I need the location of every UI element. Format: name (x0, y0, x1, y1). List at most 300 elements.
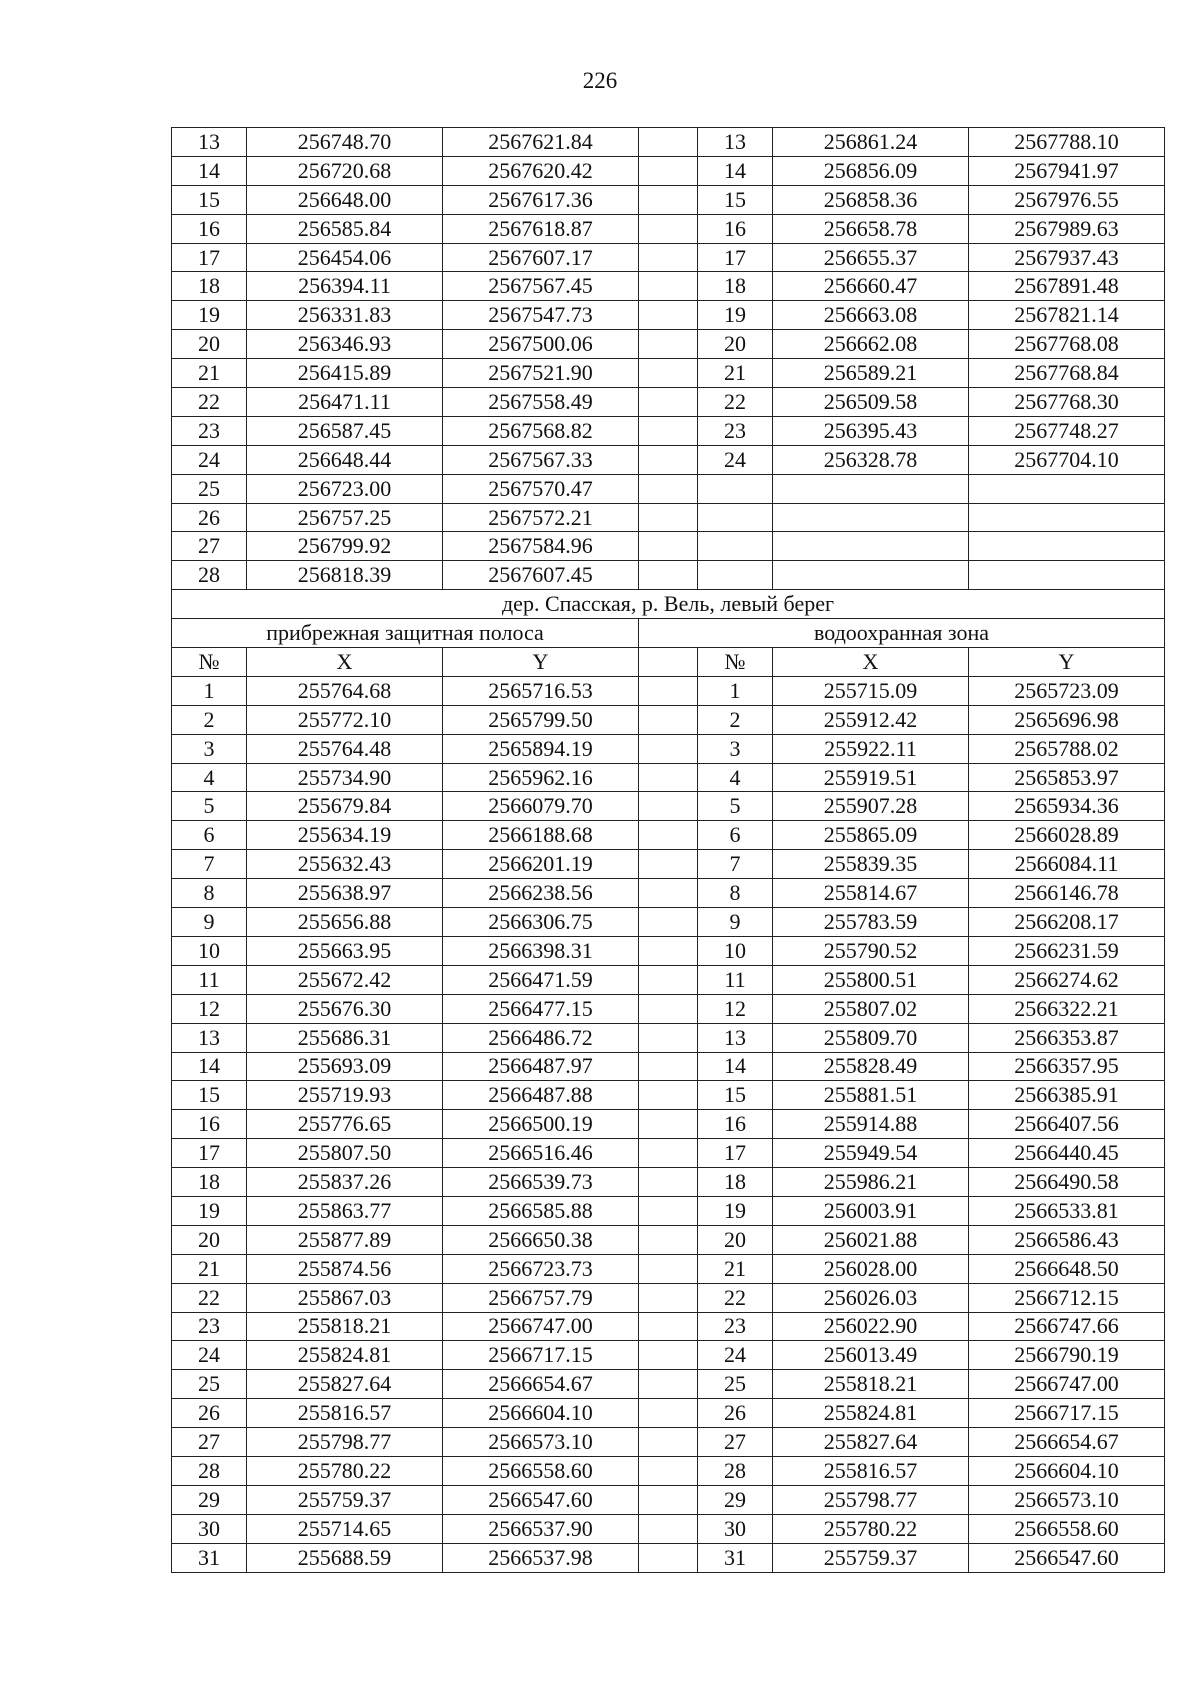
table-row (172, 1254, 1165, 1283)
right-y-coordinate: 2566747.66 (969, 1312, 1165, 1341)
left-point-number: 14 (172, 1052, 247, 1081)
left-x-coordinate: 255656.88 (247, 908, 443, 937)
right-point-number: 29 (698, 1485, 773, 1514)
table-row (172, 359, 1165, 388)
left-x-coordinate: 255693.09 (247, 1052, 443, 1081)
left-x-header: X (247, 648, 443, 677)
right-point-number: 20 (698, 1225, 773, 1254)
table-row (172, 763, 1165, 792)
right-y-coordinate: 2567941.97 (969, 156, 1165, 185)
spacer-cell (639, 128, 698, 157)
right-x-coordinate (773, 503, 969, 532)
right-y-coordinate: 2566547.60 (969, 1543, 1165, 1572)
spacer-cell (639, 1110, 698, 1139)
right-y-coordinate: 2565853.97 (969, 763, 1165, 792)
table-row (172, 1399, 1165, 1428)
right-point-number: 23 (698, 1312, 773, 1341)
left-x-coordinate: 255764.68 (247, 676, 443, 705)
spacer-cell (639, 416, 698, 445)
right-y-coordinate: 2566712.15 (969, 1283, 1165, 1312)
left-x-coordinate: 256723.00 (247, 474, 443, 503)
table-row (172, 532, 1165, 561)
right-y-coordinate: 2566490.58 (969, 1168, 1165, 1197)
table-row (172, 301, 1165, 330)
table-row (172, 705, 1165, 734)
right-point-number: 31 (698, 1543, 773, 1572)
table-row (172, 994, 1165, 1023)
left-point-number: 27 (172, 1428, 247, 1457)
left-x-coordinate: 255827.64 (247, 1370, 443, 1399)
left-no-header: № (172, 648, 247, 677)
left-x-coordinate: 255867.03 (247, 1283, 443, 1312)
left-point-number: 30 (172, 1514, 247, 1543)
spacer-cell (639, 1399, 698, 1428)
right-x-coordinate: 255839.35 (773, 850, 969, 879)
right-y-coordinate: 2567989.63 (969, 214, 1165, 243)
right-y-coordinate (969, 474, 1165, 503)
left-y-coordinate: 2567620.42 (443, 156, 639, 185)
left-point-number: 14 (172, 156, 247, 185)
left-y-coordinate: 2566717.15 (443, 1341, 639, 1370)
right-y-coordinate: 2566654.67 (969, 1428, 1165, 1457)
left-y-coordinate: 2566486.72 (443, 1023, 639, 1052)
table-row (172, 1456, 1165, 1485)
right-point-number: 26 (698, 1399, 773, 1428)
column-header-row (172, 648, 1165, 677)
right-point-number: 4 (698, 763, 773, 792)
table-row (172, 503, 1165, 532)
spacer-cell (639, 1168, 698, 1197)
right-x-coordinate: 256663.08 (773, 301, 969, 330)
right-point-number: 14 (698, 1052, 773, 1081)
left-x-coordinate: 255634.19 (247, 821, 443, 850)
left-x-coordinate: 255863.77 (247, 1196, 443, 1225)
left-x-coordinate: 255816.57 (247, 1399, 443, 1428)
right-y-coordinate: 2566353.87 (969, 1023, 1165, 1052)
table-row (172, 445, 1165, 474)
right-x-coordinate: 255783.59 (773, 908, 969, 937)
right-y-coordinate: 2566407.56 (969, 1110, 1165, 1139)
right-point-number: 3 (698, 734, 773, 763)
section-title-row (172, 590, 1165, 619)
left-x-coordinate: 255837.26 (247, 1168, 443, 1197)
spacer-cell (639, 1370, 698, 1399)
spacer-cell (639, 1023, 698, 1052)
left-x-coordinate: 255874.56 (247, 1254, 443, 1283)
right-x-coordinate: 256858.36 (773, 185, 969, 214)
right-point-number: 16 (698, 1110, 773, 1139)
left-y-coordinate: 2566650.38 (443, 1225, 639, 1254)
coordinates-table (171, 127, 1165, 1573)
left-y-coordinate: 2566398.31 (443, 936, 639, 965)
right-point-number: 7 (698, 850, 773, 879)
left-point-number: 12 (172, 994, 247, 1023)
spacer-cell (639, 734, 698, 763)
left-y-coordinate: 2567558.49 (443, 388, 639, 417)
left-y-coordinate: 2567572.21 (443, 503, 639, 532)
left-y-coordinate: 2566654.67 (443, 1370, 639, 1399)
spacer-cell (639, 243, 698, 272)
left-y-coordinate: 2566487.97 (443, 1052, 639, 1081)
right-y-coordinate: 2566586.43 (969, 1225, 1165, 1254)
left-y-coordinate: 2566547.60 (443, 1485, 639, 1514)
left-y-coordinate: 2566537.90 (443, 1514, 639, 1543)
left-point-number: 13 (172, 128, 247, 157)
right-y-coordinate: 2566604.10 (969, 1456, 1165, 1485)
right-x-coordinate: 256856.09 (773, 156, 969, 185)
right-x-coordinate: 255807.02 (773, 994, 969, 1023)
table-row (172, 1312, 1165, 1341)
left-point-number: 18 (172, 272, 247, 301)
table-row (172, 936, 1165, 965)
left-y-coordinate: 2566500.19 (443, 1110, 639, 1139)
left-y-coordinate: 2566537.98 (443, 1543, 639, 1572)
spacer-cell (639, 214, 698, 243)
table-row (172, 1341, 1165, 1370)
right-y-coordinate: 2567768.84 (969, 359, 1165, 388)
left-point-number: 31 (172, 1543, 247, 1572)
section2-body (172, 676, 1165, 1572)
right-x-coordinate: 255907.28 (773, 792, 969, 821)
right-y-coordinate: 2567748.27 (969, 416, 1165, 445)
left-x-coordinate: 255776.65 (247, 1110, 443, 1139)
left-y-coordinate: 2566188.68 (443, 821, 639, 850)
spacer-cell (639, 1485, 698, 1514)
right-point-number: 2 (698, 705, 773, 734)
spacer-cell (639, 763, 698, 792)
spacer-cell (639, 503, 698, 532)
left-point-number: 23 (172, 1312, 247, 1341)
table-row (172, 1428, 1165, 1457)
left-y-coordinate: 2567567.45 (443, 272, 639, 301)
right-x-coordinate: 255912.42 (773, 705, 969, 734)
table-row (172, 1543, 1165, 1572)
table-row (172, 388, 1165, 417)
zone-heading-row (172, 619, 1165, 648)
left-y-coordinate: 2567584.96 (443, 532, 639, 561)
left-x-coordinate: 256331.83 (247, 301, 443, 330)
right-point-number: 8 (698, 879, 773, 908)
spacer-cell (639, 1196, 698, 1225)
right-y-coordinate: 2566385.91 (969, 1081, 1165, 1110)
left-x-coordinate: 255663.95 (247, 936, 443, 965)
right-y-coordinate: 2566208.17 (969, 908, 1165, 937)
table-row (172, 879, 1165, 908)
right-no-header: № (698, 648, 773, 677)
right-point-number: 16 (698, 214, 773, 243)
section-title: дер. Спасская, р. Вель, левый берег (172, 590, 1165, 619)
right-point-number (698, 532, 773, 561)
right-x-coordinate: 255824.81 (773, 1399, 969, 1428)
right-y-header: Y (969, 648, 1165, 677)
right-point-number: 15 (698, 185, 773, 214)
left-y-coordinate: 2566539.73 (443, 1168, 639, 1197)
left-y-coordinate: 2566558.60 (443, 1456, 639, 1485)
right-point-number: 13 (698, 1023, 773, 1052)
right-y-coordinate: 2565788.02 (969, 734, 1165, 763)
right-point-number: 20 (698, 330, 773, 359)
right-x-coordinate (773, 532, 969, 561)
left-y-coordinate: 2567568.82 (443, 416, 639, 445)
right-point-number: 23 (698, 416, 773, 445)
right-point-number: 22 (698, 1283, 773, 1312)
left-point-number: 24 (172, 445, 247, 474)
spacer-cell (639, 936, 698, 965)
right-x-coordinate: 255809.70 (773, 1023, 969, 1052)
right-x-coordinate: 256589.21 (773, 359, 969, 388)
spacer-cell (639, 1081, 698, 1110)
table-row (172, 185, 1165, 214)
left-y-coordinate: 2566723.73 (443, 1254, 639, 1283)
left-x-coordinate: 255780.22 (247, 1456, 443, 1485)
left-y-coordinate: 2565799.50 (443, 705, 639, 734)
right-x-coordinate: 255759.37 (773, 1543, 969, 1572)
right-zone-heading: водоохранная зона (639, 619, 1165, 648)
right-y-coordinate: 2565934.36 (969, 792, 1165, 821)
right-x-coordinate: 255800.51 (773, 965, 969, 994)
spacer-cell (639, 821, 698, 850)
left-point-number: 22 (172, 388, 247, 417)
right-x-coordinate: 256013.49 (773, 1341, 969, 1370)
left-x-coordinate: 256471.11 (247, 388, 443, 417)
right-x-coordinate: 255798.77 (773, 1485, 969, 1514)
right-point-number: 27 (698, 1428, 773, 1457)
right-x-coordinate: 256861.24 (773, 128, 969, 157)
right-point-number (698, 474, 773, 503)
table-row (172, 734, 1165, 763)
left-x-coordinate: 255877.89 (247, 1225, 443, 1254)
left-point-number: 6 (172, 821, 247, 850)
table-row (172, 1081, 1165, 1110)
right-x-coordinate: 255790.52 (773, 936, 969, 965)
table-row (172, 1052, 1165, 1081)
left-y-coordinate: 2567500.06 (443, 330, 639, 359)
left-point-number: 22 (172, 1283, 247, 1312)
right-x-coordinate: 255865.09 (773, 821, 969, 850)
right-x-coordinate: 256395.43 (773, 416, 969, 445)
table-row (172, 1283, 1165, 1312)
spacer-cell (639, 705, 698, 734)
left-point-number: 26 (172, 1399, 247, 1428)
right-y-coordinate: 2566573.10 (969, 1485, 1165, 1514)
left-point-number: 19 (172, 301, 247, 330)
right-x-coordinate: 255949.54 (773, 1139, 969, 1168)
spacer-cell (639, 648, 698, 677)
right-point-number (698, 503, 773, 532)
left-point-number: 3 (172, 734, 247, 763)
right-x-coordinate: 256028.00 (773, 1254, 969, 1283)
spacer-cell (639, 1225, 698, 1254)
spacer-cell (639, 965, 698, 994)
left-y-coordinate: 2567567.33 (443, 445, 639, 474)
table-row (172, 474, 1165, 503)
right-x-header: X (773, 648, 969, 677)
left-point-number: 4 (172, 763, 247, 792)
left-y-coordinate: 2566516.46 (443, 1139, 639, 1168)
spacer-cell (639, 1514, 698, 1543)
right-point-number: 11 (698, 965, 773, 994)
left-x-coordinate: 256454.06 (247, 243, 443, 272)
right-x-coordinate (773, 474, 969, 503)
right-point-number: 21 (698, 1254, 773, 1283)
right-y-coordinate: 2566357.95 (969, 1052, 1165, 1081)
right-point-number: 28 (698, 1456, 773, 1485)
right-point-number: 18 (698, 272, 773, 301)
right-y-coordinate: 2567704.10 (969, 445, 1165, 474)
left-point-number: 11 (172, 965, 247, 994)
left-x-coordinate: 256415.89 (247, 359, 443, 388)
right-point-number: 12 (698, 994, 773, 1023)
spacer-cell (639, 676, 698, 705)
left-y-coordinate: 2566585.88 (443, 1196, 639, 1225)
left-y-coordinate: 2566079.70 (443, 792, 639, 821)
right-y-coordinate: 2566790.19 (969, 1341, 1165, 1370)
left-y-coordinate: 2566487.88 (443, 1081, 639, 1110)
right-point-number: 21 (698, 359, 773, 388)
right-y-coordinate: 2566084.11 (969, 850, 1165, 879)
right-x-coordinate: 255818.21 (773, 1370, 969, 1399)
table-row (172, 1485, 1165, 1514)
left-point-number: 28 (172, 1456, 247, 1485)
right-x-coordinate: 255814.67 (773, 879, 969, 908)
left-x-coordinate: 255772.10 (247, 705, 443, 734)
left-y-coordinate: 2567607.17 (443, 243, 639, 272)
right-x-coordinate: 255986.21 (773, 1168, 969, 1197)
left-point-number: 29 (172, 1485, 247, 1514)
right-x-coordinate: 255715.09 (773, 676, 969, 705)
right-y-coordinate: 2567937.43 (969, 243, 1165, 272)
right-x-coordinate: 255816.57 (773, 1456, 969, 1485)
right-x-coordinate: 255828.49 (773, 1052, 969, 1081)
right-y-coordinate: 2566747.00 (969, 1370, 1165, 1399)
left-x-coordinate: 256346.93 (247, 330, 443, 359)
right-x-coordinate: 255914.88 (773, 1110, 969, 1139)
left-zone-heading: прибрежная защитная полоса (172, 619, 639, 648)
left-x-coordinate: 255632.43 (247, 850, 443, 879)
left-point-number: 8 (172, 879, 247, 908)
right-x-coordinate: 256658.78 (773, 214, 969, 243)
right-y-coordinate: 2567788.10 (969, 128, 1165, 157)
spacer-cell (639, 445, 698, 474)
right-point-number: 10 (698, 936, 773, 965)
right-x-coordinate: 255827.64 (773, 1428, 969, 1457)
right-point-number: 24 (698, 1341, 773, 1370)
right-point-number: 14 (698, 156, 773, 185)
spacer-cell (639, 561, 698, 590)
right-x-coordinate: 255780.22 (773, 1514, 969, 1543)
left-point-number: 26 (172, 503, 247, 532)
table-row (172, 792, 1165, 821)
table-row (172, 1514, 1165, 1543)
left-x-coordinate: 256757.25 (247, 503, 443, 532)
spacer-cell (639, 330, 698, 359)
left-point-number: 18 (172, 1168, 247, 1197)
spacer-cell (639, 1283, 698, 1312)
left-y-coordinate: 2567618.87 (443, 214, 639, 243)
table-row (172, 821, 1165, 850)
table-row (172, 1225, 1165, 1254)
section1-body (172, 128, 1165, 590)
left-x-coordinate: 255688.59 (247, 1543, 443, 1572)
right-y-coordinate: 2565696.98 (969, 705, 1165, 734)
spacer-cell (639, 1456, 698, 1485)
left-point-number: 24 (172, 1341, 247, 1370)
right-point-number: 30 (698, 1514, 773, 1543)
table-row (172, 1110, 1165, 1139)
spacer-cell (639, 1312, 698, 1341)
right-y-coordinate: 2567891.48 (969, 272, 1165, 301)
left-y-coordinate: 2566757.79 (443, 1283, 639, 1312)
left-x-coordinate: 255686.31 (247, 1023, 443, 1052)
right-point-number: 22 (698, 388, 773, 417)
left-y-coordinate: 2567547.73 (443, 301, 639, 330)
table-row (172, 330, 1165, 359)
left-x-coordinate: 256394.11 (247, 272, 443, 301)
table-row (172, 1139, 1165, 1168)
right-x-coordinate: 255881.51 (773, 1081, 969, 1110)
right-y-coordinate: 2567821.14 (969, 301, 1165, 330)
table-row (172, 128, 1165, 157)
right-y-coordinate: 2566028.89 (969, 821, 1165, 850)
left-x-coordinate: 255676.30 (247, 994, 443, 1023)
right-y-coordinate: 2566440.45 (969, 1139, 1165, 1168)
left-point-number: 17 (172, 243, 247, 272)
left-y-coordinate: 2566471.59 (443, 965, 639, 994)
left-y-coordinate: 2567570.47 (443, 474, 639, 503)
right-point-number: 19 (698, 301, 773, 330)
left-point-number: 15 (172, 1081, 247, 1110)
left-x-coordinate: 255734.90 (247, 763, 443, 792)
spacer-cell (639, 1428, 698, 1457)
spacer-cell (639, 792, 698, 821)
spacer-cell (639, 156, 698, 185)
spacer-cell (639, 1254, 698, 1283)
right-point-number (698, 561, 773, 590)
right-x-coordinate: 256003.91 (773, 1196, 969, 1225)
left-point-number: 23 (172, 416, 247, 445)
spacer-cell (639, 850, 698, 879)
right-x-coordinate: 256655.37 (773, 243, 969, 272)
left-y-header: Y (443, 648, 639, 677)
spacer-cell (639, 1543, 698, 1572)
left-x-coordinate: 255818.21 (247, 1312, 443, 1341)
left-x-coordinate: 256587.45 (247, 416, 443, 445)
left-y-coordinate: 2566747.00 (443, 1312, 639, 1341)
left-y-coordinate: 2566201.19 (443, 850, 639, 879)
left-y-coordinate: 2567617.36 (443, 185, 639, 214)
spacer-cell (639, 994, 698, 1023)
left-x-coordinate: 255807.50 (247, 1139, 443, 1168)
right-point-number: 17 (698, 243, 773, 272)
right-y-coordinate: 2566322.21 (969, 994, 1165, 1023)
left-point-number: 9 (172, 908, 247, 937)
left-point-number: 7 (172, 850, 247, 879)
left-point-number: 20 (172, 330, 247, 359)
right-point-number: 24 (698, 445, 773, 474)
left-x-coordinate: 256748.70 (247, 128, 443, 157)
left-point-number: 16 (172, 214, 247, 243)
left-y-coordinate: 2567621.84 (443, 128, 639, 157)
right-point-number: 19 (698, 1196, 773, 1225)
left-y-coordinate: 2566573.10 (443, 1428, 639, 1457)
right-y-coordinate: 2566231.59 (969, 936, 1165, 965)
left-point-number: 21 (172, 359, 247, 388)
spacer-cell (639, 474, 698, 503)
left-x-coordinate: 255759.37 (247, 1485, 443, 1514)
left-y-coordinate: 2567521.90 (443, 359, 639, 388)
spacer-cell (639, 908, 698, 937)
spacer-cell (639, 301, 698, 330)
